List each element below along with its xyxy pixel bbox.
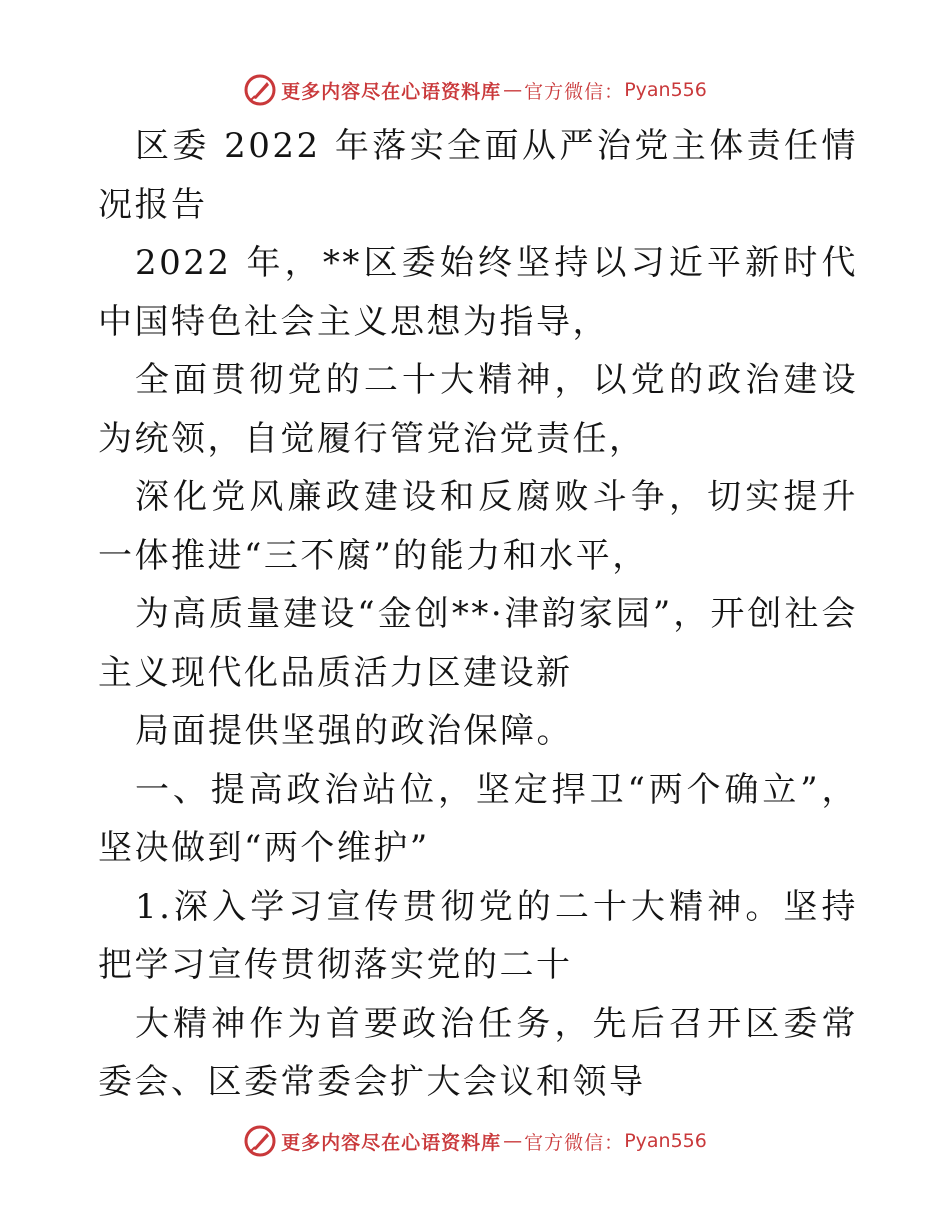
- paragraph: 大精神作为首要政治任务，先后召开区委常委会、区委常委会扩大会议和领导: [98, 1003, 858, 1102]
- watermark-separator: —: [503, 1130, 523, 1152]
- subsection-paragraph: 1.深入学习宣传贯彻党的二十大精神。坚持把学习宣传贯彻落实党的二十: [98, 886, 858, 985]
- paragraph: 为高质量建设“金创**·津韵家园”，开创社会主义现代化品质活力区建设新: [98, 594, 858, 693]
- watermark-brand: 更多内容尽在心语资料库: [281, 80, 502, 103]
- watermark-contact-label: 官方微信：: [524, 80, 625, 103]
- watermark-brand: 更多内容尽在心语资料库: [281, 1131, 502, 1154]
- feather-pen-logo-icon: [243, 1124, 277, 1158]
- paragraph: 局面提供坚强的政治保障。: [135, 711, 573, 751]
- watermark-contact-id: Pyan556: [624, 79, 707, 101]
- section-heading: 一、提高政治站位，坚定捍卫“两个确立”，坚决做到“两个维护”: [98, 769, 858, 868]
- watermark-header: [0, 70, 950, 110]
- paragraph-intro: 2022 年，**区委始终坚持以习近平新时代中国特色社会主义思想为指导，: [98, 243, 858, 342]
- feather-pen-logo-icon: [243, 73, 277, 107]
- document-body: [98, 117, 858, 1112]
- paragraph: 全面贯彻党的二十大精神，以党的政治建设为统领，自觉履行管党治党责任，: [98, 360, 858, 459]
- watermark-contact-id: Pyan556: [624, 1130, 707, 1152]
- watermark-footer: [0, 1121, 950, 1161]
- paragraph: 深化党风廉政建设和反腐败斗争，切实提升一体推进“三不腐”的能力和水平，: [98, 477, 858, 576]
- watermark-contact-label: 官方微信：: [524, 1131, 625, 1154]
- document-title: 区委 2022 年落实全面从严治党主体责任情况报告: [98, 126, 858, 225]
- watermark-separator: —: [503, 79, 523, 101]
